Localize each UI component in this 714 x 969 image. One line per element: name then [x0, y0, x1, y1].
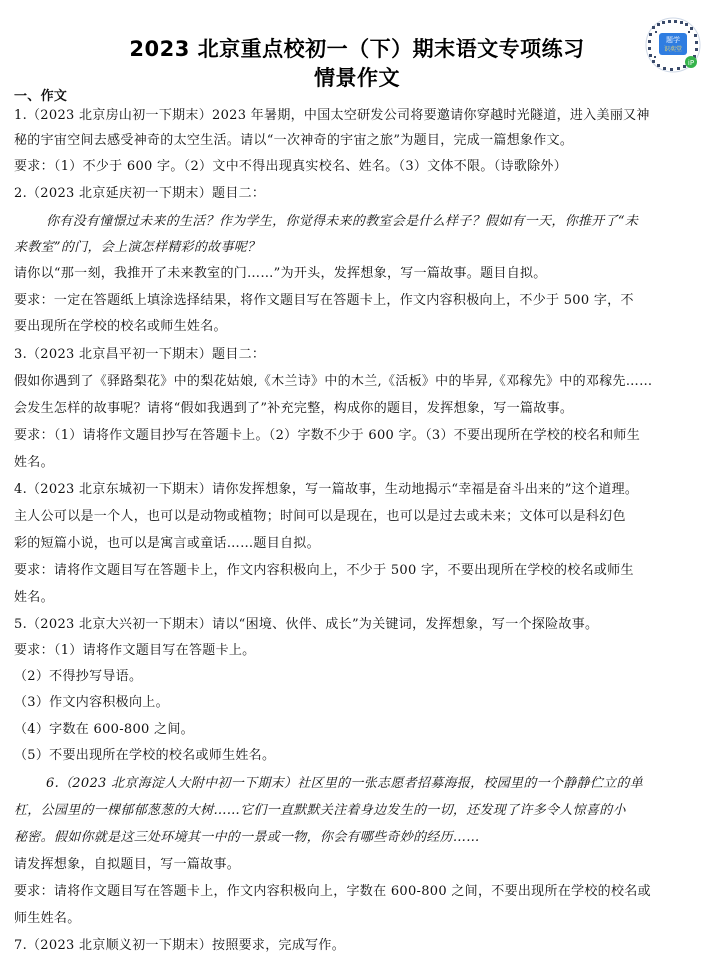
question-3-heading: 3.（2023 北京昌平初一下期末）题目二： — [14, 347, 266, 362]
question-1-requirement: 要求：（1）不少于 600 字。（2）文中不得出现真实校名、姓名。（3）文体不限。（诗歌除外） — [14, 159, 567, 174]
question-6-instruction: 请发挥想象，自拟题目，写一篇故事。 — [14, 857, 241, 872]
question-6-prompt-line-1: 6.（2023 北京海淀人大附中初一下期末）社区里的一张志愿者招募海报，校园里的一个静静伫立的单 — [46, 776, 644, 791]
question-6-requirement-line-1: 要求：请将作文题目写在答题卡上，作文内容积极向上，字数在 600-800 之间，不要出现所在学校的校名或 — [14, 884, 651, 899]
qr-code-logo-icon — [644, 16, 702, 74]
question-5-requirement-4: （4）字数在 600-800 之间。 — [14, 722, 194, 737]
qr-badge-bottom: 识奕堂 — [663, 46, 683, 53]
question-2-requirement-line-2: 要出现所在学校的校名或师生姓名。 — [14, 319, 227, 334]
qr-badge-top: 题学 — [666, 36, 680, 44]
question-5-prompt: 5.（2023 北京大兴初一下期末）请以“困境、伙伴、成长”为关键词，发挥想象，写一个探险故事。 — [14, 617, 599, 632]
page-title: 2023 北京重点校初一（下）期末语文专项练习 — [129, 37, 585, 61]
section-heading: 一、作文 — [14, 89, 68, 104]
question-5-requirement-1: 要求：（1）请将作文题目写在答题卡上。 — [14, 643, 256, 658]
question-6-prompt-line-2: 杠，公园里的一棵郁郁葱葱的大树……它们一直默默关注着身边发生的一切，还发现了许多令人惊喜的小 — [14, 803, 626, 818]
question-3-requirement-line-2: 姓名。 — [14, 455, 54, 470]
question-4-prompt-line-1: 4.（2023 北京东城初一下期末）请你发挥想象，写一篇故事，生动地揭示“幸福是奋斗出来的”这个道理。 — [14, 482, 639, 497]
question-3-prompt-line-2: 会发生怎样的故事呢？请将“假如我遇到了”补充完整，构成你的题目，发挥想象，写一篇故事。 — [14, 401, 574, 416]
question-7-prompt: 7.（2023 北京顺义初一下期末）按照要求，完成写作。 — [14, 938, 346, 953]
question-5-requirement-2: （2）不得抄写导语。 — [14, 669, 143, 684]
question-4-requirement-line-1: 要求：请将作文题目写在答题卡上，作文内容积极向上，不少于 500 字，不要出现所在学校的校名或师生 — [14, 563, 634, 578]
question-2-requirement-line-1: 要求：一定在答题纸上填涂选择结果，将作文题目写在答题卡上，作文内容积极向上，不少于 500 字，不 — [14, 293, 634, 308]
question-5-requirement-5: （5）不要出现所在学校的校名或师生姓名。 — [14, 748, 276, 763]
question-4-prompt-line-2: 主人公可以是一个人，也可以是动物或植物；时间可以是现在，也可以是过去或未来；文体可以是科幻色 — [14, 509, 626, 524]
question-4-requirement-line-2: 姓名。 — [14, 590, 54, 605]
question-4-prompt-line-3: 彩的短篇小说，也可以是寓言或童话……题目自拟。 — [14, 536, 320, 551]
question-2-heading: 2.（2023 北京延庆初一下期末）题目二： — [14, 186, 266, 201]
question-1-line-1: 1.（2023 北京房山初一下期末）2023 年暑期，中国太空研发公司将要邀请你穿越时光隧道，进入美丽又神 — [14, 108, 650, 123]
question-5-requirement-3: （3）作文内容积极向上。 — [14, 695, 169, 710]
question-3-requirement-line-1: 要求：（1）请将作文题目抄写在答题卡上。（2）字数不少于 600 字。（3）不要出现所在学校的校名和师生 — [14, 428, 640, 443]
question-2-prompt-line-2: 来教室”的门，会上演怎样精彩的故事呢？ — [14, 240, 261, 255]
question-3-prompt-line-1: 假如你遇到了《驿路梨花》中的梨花姑娘,《木兰诗》中的木兰,《活板》中的毕昇,《邓稼先》中的邓稼先…… — [14, 374, 653, 389]
svg-text:iP: iP — [687, 59, 695, 67]
question-2-instruction: 请你以“那一刻，我推开了未来教室的门……”为开头，发挥想象，写一篇故事。题目自拟。 — [14, 266, 547, 281]
page-subtitle: 情景作文 — [314, 66, 400, 90]
question-6-requirement-line-2: 师生姓名。 — [14, 911, 81, 926]
question-6-prompt-line-3: 秘密。假如你就是这三处环境其一中的一景或一物，你会有哪些奇妙的经历…… — [14, 830, 480, 845]
question-2-prompt-line-1: 你有没有憧憬过未来的生活？作为学生，你觉得未来的教室会是什么样子？假如有一天，你推开了“未 — [46, 214, 639, 229]
question-1-line-2: 秘的宇宙空间去感受神奇的太空生活。请以“一次神奇的宇宙之旅”为题目，完成一篇想象作文。 — [14, 133, 574, 148]
